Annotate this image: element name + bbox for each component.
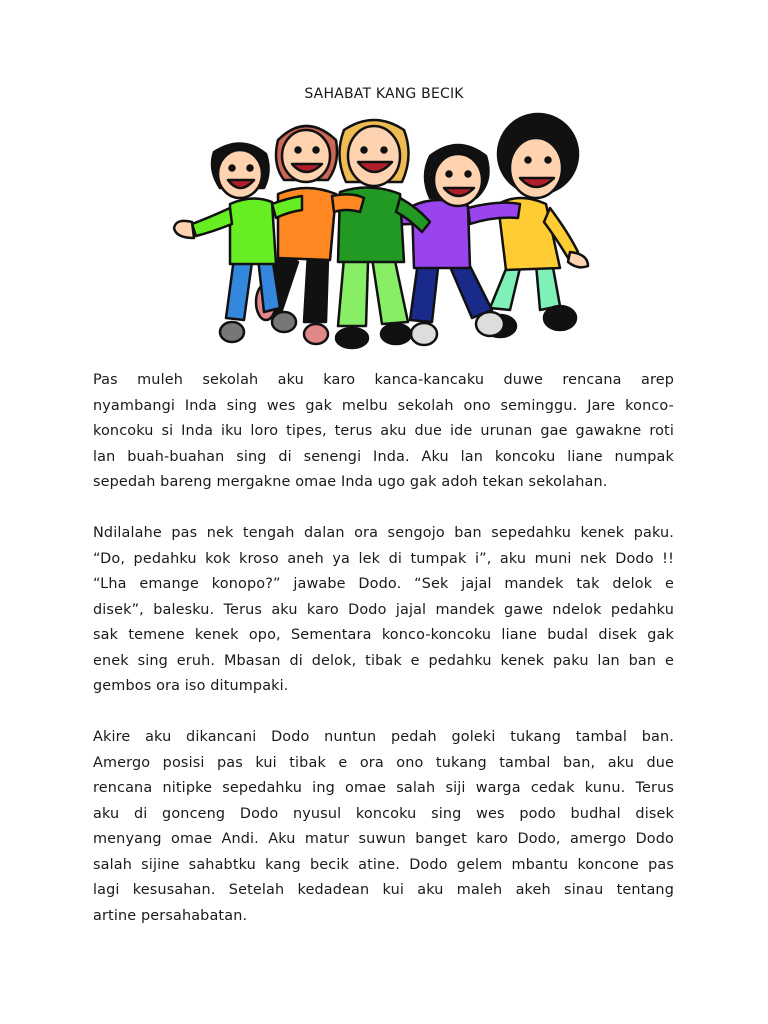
paragraph-line: nyambangi Inda sing wes gak melbu sekolah ono seminggu. Jare konco- — [93, 397, 674, 414]
paragraph-3 — [93, 725, 674, 929]
paragraph-1 — [93, 368, 674, 496]
paragraph-line: sak temene kenek opo, Sementara konco-koncoku liane budal disek gak — [93, 627, 674, 643]
paragraph-line: gembos ora iso ditumpaki. — [93, 678, 289, 694]
paragraph-line: sepedah bareng mergakne omae Inda ugo gak adoh tekan sekolahan. — [93, 474, 608, 490]
paragraph-line: disek”, balesku. Terus aku karo Dodo jajal mandek gawe ndelok pedahku — [93, 601, 674, 618]
paragraph-line: salah sijine sahabtku kang becik atine. Dodo gelem mbantu koncone pas — [93, 856, 674, 873]
paragraph-line: enek sing eruh. Mbasan di delok, tibak e pedahku kenek paku lan ban e — [93, 652, 674, 669]
story-body — [93, 368, 674, 955]
paragraph-line: aku di gonceng Dodo nyusul koncoku sing wes podo budhal disek — [93, 805, 674, 822]
paragraph-line: Ndilalahe pas nek tengah dalan ora sengojo ban sepedahku kenek paku. — [93, 525, 674, 541]
paragraph-line: lan buah-buahan sing di senengi Inda. Aku lan koncoku liane numpak — [93, 448, 674, 465]
five-friends-cartoon-icon — [168, 112, 598, 356]
paragraph-line: menyang omae Andi. Aku matur suwun banget karo Dodo, amergo Dodo — [93, 831, 674, 847]
paragraph-line: Akire aku dikancani Dodo nuntun pedah goleki tukang tambal ban. — [93, 729, 674, 745]
paragraph-line: artine persahabatan. — [93, 907, 248, 924]
paragraph-line: “Lha emange konopo?” jawabe Dodo. “Sek jajal mandek tak delok e — [93, 576, 674, 592]
paragraph-line: koncoku si Inda iku loro tipes, terus aku due ide urunan gae gawakne roti — [93, 423, 674, 439]
friend-5-figure — [484, 114, 588, 337]
document-title: SAHABAT KANG BECIK — [304, 86, 464, 102]
paragraph-2 — [93, 521, 674, 700]
paragraph-line: Pas muleh sekolah aku karo kanca-kancaku duwe rencana arep — [93, 372, 674, 388]
friends-illustration — [168, 112, 598, 356]
paragraph-line: “Do, pedahku kok kroso aneh ya lek di tumpak i”, aku muni nek Dodo !! — [93, 550, 674, 567]
paragraph-line: Amergo posisi pas kui tibak e ora ono tukang tambal ban, aku due — [93, 754, 674, 771]
paragraph-line: lagi kesusahan. Setelah kedadean kui aku maleh akeh sinau tentang — [93, 882, 674, 898]
paragraph-line: rencana nitipke sepedahku ing omae salah siji warga cedak kunu. Terus — [93, 780, 674, 796]
